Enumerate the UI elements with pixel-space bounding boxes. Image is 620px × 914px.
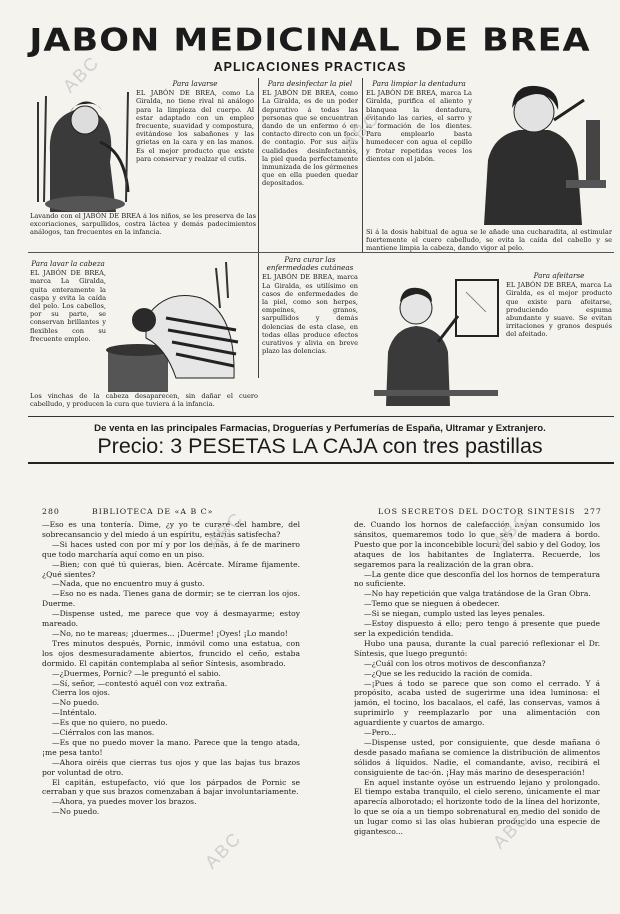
right-running-head: LOS SECRETOS DEL DOCTOR SINTESIS	[378, 507, 576, 516]
paragraph: Hubo una pausa, durante la cual pareció reflexionar el Dr. Síntesis, que luego preguntó:	[354, 638, 600, 658]
paragraph: —No hay repetición que valga tratándose de la Gran Obra.	[364, 589, 591, 599]
paragraph: —Si se niegan, cumplo usted las leyes penales.	[364, 609, 545, 619]
column-heading: Para limpiar la dentadura	[372, 80, 466, 88]
column-divider	[362, 78, 363, 253]
left-page-number: 280	[42, 507, 60, 516]
paragraph: —Ciérralos con las manos.	[52, 728, 155, 738]
paragraph: —Dispense usted, por consiguiente, que desde mañana ó desde pasado mañana se comience la distribución de alimentos sólidos á líquidos. Nadie, el comandante, aviso, recibirá el consiguiente de tac-ón. ¡Hay más marino de desesperación!	[354, 737, 600, 777]
paragraph: —Eso es una tontería. Dime, ¿y yo te curaré del hambre, del sobrecansancio y del miedo á un espíritu, estarías satisfecha?	[42, 520, 300, 539]
column-heading: Para curar las enfermedades cutáneas	[266, 256, 354, 273]
left-running-head: BIBLIOTECA DE «A B C»	[92, 507, 214, 516]
watermark: ABC	[488, 807, 534, 853]
paragraph: —¿Cuál con los otros motivos de desconfianza?	[364, 658, 546, 668]
paragraph: En aquel instante oyóse un estruendo lejano y prolongado. El tiempo estaba tranquilo, el cielo sereno, únicamente el mar aparecía alborotado; el horizonte todo de la línea del horizonte, lo que se oía a un tiempo sobrenatural en medio del sonido de un lugar como si las olas hubieran producido una especie de gigantesco...	[354, 777, 600, 837]
man-shaving-illustration	[366, 272, 506, 410]
paragraph: —¿Duermes, Pornic? —le preguntó el sabio.	[52, 668, 221, 678]
paragraph: —Ahora oiréis que cierras tus ojos y que las bajas tus brazos por voluntad de otro.	[42, 757, 300, 777]
paragraph: Cierra los ojos.	[52, 688, 111, 698]
watermark: ABC	[488, 507, 534, 553]
column-divider	[258, 78, 259, 378]
paragraph: —La gente dice que desconfía del los hornos de temperatura no suficiente.	[354, 569, 600, 589]
paragraph: —Estoy dispuesto á ello; pero tengo á presente que puede ser la expedición tendida.	[354, 619, 600, 638]
paragraph: —Es que no quiero, no puedo.	[52, 718, 168, 728]
right-page-text	[354, 520, 600, 880]
column-body: EL JABÓN DE BREA, marca La Giralda, purifica el aliento y blanquea la dentadura, evitando las caries, el sarro y la formación de los dientes. Para emplearlo basta humedecer con agua el cepillo y frotar repetidas veces los dientes con el jabón.	[366, 89, 472, 163]
paragraph: Tres minutos después, Pornic, inmóvil como una estatua, con los ojos desmesuradamente abiertos, fruncido el ceño, estaba dormido. El capitán contemplaba al señor Síntesis, asombrado.	[42, 638, 300, 668]
paragraph: —¡Pues á todo se parece que son como el cerrado. Y á propósito, acaba usted de sugerirme una idea luminosa: el jamón, el tocino, los bacalaos, el café, las conservas, vamos á suprimirlo y reemplazarlo por una alimentación con aguardiente y cuartos de amargo.	[354, 678, 600, 728]
paragraph: —No puedo.	[52, 807, 100, 817]
paragraph: —Bien; con qué tú quieras, bien. Acércate. Mírame fijamente. ¿Qué sientes?	[42, 559, 300, 579]
column-heading: Para lavarse	[172, 80, 218, 88]
section-divider	[28, 462, 614, 464]
column-heading: Para desinfectar la piel	[267, 80, 353, 88]
column-body: EL JABÓN DE BREA, marca La Giralda, es el mejor producto que existe para afeitarse, produciendo espuma abundante y suave. Se evitan irritaciones y granos después del afeitado.	[506, 281, 612, 339]
watermark: ABC	[200, 827, 246, 873]
price-line: Precio: 3 PESETAS LA CAJA con tres pastillas	[97, 434, 543, 458]
paragraph: —Temo que se nieguen á obedecer.	[364, 599, 500, 609]
paragraph: El capitán, estupefacto, vió que los párpados de Pornic se cerraban y que sus brazos comenzaban á bajar involuntariamente.	[42, 777, 300, 797]
paragraph: —Sí, señor, —contestó aquél con voz extraña.	[52, 678, 228, 688]
paragraph: —Ahora, ya puedes mover los brazos.	[52, 797, 197, 807]
column-body: Los vinchas de la cabeza desaparecen, sin dañar el cuero cabelludo, y producen la cura que tuviera á la infancia.	[30, 392, 258, 409]
right-page-number: 277	[584, 507, 602, 516]
ad-subtitle: APLICACIONES PRACTICAS	[213, 60, 407, 74]
text-column	[506, 272, 612, 410]
paragraph: —Inténtalo.	[52, 708, 97, 718]
text-column	[366, 228, 612, 268]
ad-title: JABON MEDICINAL DE BREA	[29, 23, 591, 59]
column-body: EL JABÓN DE BREA, marca La Giralda, es utilísimo en casos de enfermedades de la piel, como son herpes, empeines, granos, sarpullidos y demás dolencias de esta clase, en todas ellas produce efectos curativos y alivia en breve plazo las dolencias.	[262, 273, 358, 356]
text-column	[262, 80, 358, 232]
column-body: Si á la dosis habitual de agua se le añade una cucharadita, al estimular fuertemente el cuero cabelludo, se evita la caída del cabello y se mantiene limpia la cabeza, dando vigor al pelo.	[366, 228, 612, 253]
watermark: ABC	[58, 51, 104, 97]
text-column	[30, 260, 106, 390]
paragraph: —Eso no es nada. Tienes gana de dormir; se te cierran los ojos. Duerme.	[42, 589, 300, 609]
text-column	[262, 256, 358, 410]
paragraph: —Dispense usted, me parece que voy á desmayarme; estoy mareado.	[42, 609, 300, 629]
man-washing-hair-illustration	[106, 258, 256, 394]
left-page-text	[42, 520, 300, 880]
paragraph: —¿Que se les reducido la ración de comida.	[364, 668, 533, 678]
text-column	[30, 212, 256, 248]
column-heading: Para lavar la cabeza	[31, 260, 105, 268]
paragraph: —Si haces usted con por mí y por los demás, á fe de marinero que todo marcharía aquí como en un piso.	[42, 539, 300, 559]
paragraph: —No puedo.	[52, 698, 100, 708]
column-body: EL JABÓN DE BREA, como La Giralda, no tiene rival ni análogo para la limpieza del cuerpo. Al estar adaptado con un empleo frecuente, suavidad y compostura, evitándose los sabañones y las grietas en la cara y en las manos. Es el mejor producto que existe para conservar y realzar el cutis.	[136, 89, 254, 163]
paragraph: —No, no te mareas; ¡duermes... ¡Duerme! ¡Oyes! ¡Lo mando!	[52, 628, 288, 638]
sales-line: De venta en las principales Farmacias, Droguerías y Perfumerías de España, Ultramar y Extranjero.	[94, 423, 546, 434]
paragraph: —Nada, que no encuentro muy á gusto.	[52, 579, 205, 589]
text-column	[30, 392, 258, 412]
watermark: ABC	[202, 507, 248, 553]
column-body: Lavando con el JABÓN DE BREA á los niños, se les preserva de las excoriaciones, sarpullidos, costra láctea y demás padecimientos análogos, tan frecuentes en la infancia.	[30, 212, 256, 237]
text-column	[136, 80, 254, 218]
paragraph: —Es que no puedo mover la mano. Parece que la tengo atada, ¡me pesa tanto!	[42, 737, 300, 757]
woman-brushing-teeth-illustration	[474, 80, 612, 228]
column-body: EL JABÓN DE BREA, como La Giralda, es de un poder depurativo á todas las personas que se encuentran dando de un enfermo ó en contacto directo con un foco de contagio. Por sus altas cualidades desinfectantes, la piel queda perfectamente inmunizada de los gérmenes que en ella pueden quedar depositados.	[262, 89, 358, 188]
text-column	[366, 80, 472, 230]
paragraph: —Pero...	[364, 728, 397, 738]
column-heading: Para afeitarse	[533, 272, 585, 280]
paragraph: de. Cuando los hornos de calefacción hayan consumido los sánsitos, quemaremos todo lo que sea de madera á bordo. Puesto que por la inconcebible locura del sabio y del Godoy, los ataques de los habitantes de Inglaterra. Recuerde, los segaremos para la realización de la gran obra.	[354, 520, 600, 569]
section-divider	[28, 416, 614, 417]
woman-washing-illustration	[30, 82, 138, 216]
column-body: EL JABÓN DE BREA, marca La Giralda, quita enteramente la caspa y evita la caída del pelo. Los cabellos, por su parte, se conservan brillantes y flexibles con su frecuente empleo.	[30, 269, 106, 343]
watermark: ABC	[338, 107, 384, 153]
